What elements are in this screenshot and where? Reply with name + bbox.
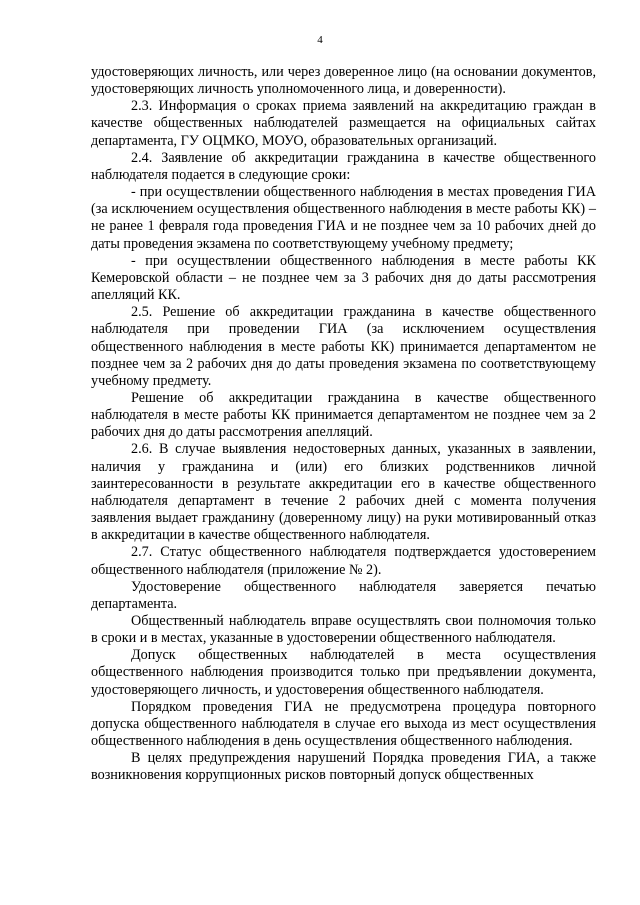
paragraph-2-3: 2.3. Информация о сроках приема заявлений на аккредитацию граждан в качестве общественных наблюдателей размещается на официальных сайтах департамента, ГУ ОЦМКО, МОУО, образовательных организаций. bbox=[91, 98, 596, 149]
paragraph-certificate-stamp: Удостоверение общественного наблюдателя заверяется печатью департамента. bbox=[91, 578, 596, 612]
list-item-kk-deadline: - при осуществлении общественного наблюдения в месте работы КК Кемеровской области – не позднее чем за 3 рабочих дня до даты рассмотрения апелляций КК. bbox=[91, 252, 596, 304]
paragraph-continuation: удостоверяющих личность, или через доверенное лицо (на основании документов, удостоверяющих личность уполномоченного лица, и доверенности). bbox=[91, 64, 596, 98]
paragraph-2-4: 2.4. Заявление об аккредитации гражданина в качестве общественного наблюдателя подается в следующие сроки: bbox=[91, 149, 596, 183]
paragraph-observer-powers: Общественный наблюдатель вправе осуществлять свои полномочия только в сроки и в местах, указанные в удостоверении общественного наблюдателя. bbox=[91, 613, 596, 647]
list-item-gia-deadline: - при осуществлении общественного наблюдения в местах проведения ГИА (за исключением осуществления общественного наблюдения в месте работы КК) – не ранее 1 февраля года проведения ГИА и не позднее чем за 10 рабочих дней до даты проведения экзамена по соответствующему учебному предмету; bbox=[91, 184, 596, 252]
paragraph-observer-admission: Допуск общественных наблюдателей в места осуществления общественного наблюдения производится только при предъявлении документа, удостоверяющего личность, и удостоверения общественного наблюдателя. bbox=[91, 647, 596, 698]
paragraph-readmission: Порядком проведения ГИА не предусмотрена процедура повторного допуска общественного наблюдателя в случае его выхода из мест осуществления общественного наблюдения в день осуществления общественного наблюдения. bbox=[91, 698, 596, 750]
paragraph-2-6: 2.6. В случае выявления недостоверных данных, указанных в заявлении, наличия у гражданина и (или) его близких родственников личной заинтересованности в результате аккредитации его в качестве общественного наблюдателя департамент в течение 2 рабочих дней с момента получения заявления выдает гражданину (доверенному лицу) на руки мотивированный отказ в аккредитации в качестве общественного наблюдателя. bbox=[91, 441, 596, 544]
document-body bbox=[91, 64, 596, 785]
page-number: 4 bbox=[317, 34, 323, 46]
paragraph-2-7: 2.7. Статус общественного наблюдателя подтверждается удостоверением общественного наблюдателя (приложение № 2). bbox=[91, 544, 596, 578]
paragraph-2-5: 2.5. Решение об аккредитации гражданина в качестве общественного наблюдателя при проведении ГИА (за исключением осуществления общественного наблюдения в месте работы КК) принимается департаментом не позднее чем за 2 рабочих дня до даты проведения экзамена по соответствующему учебному предмету. bbox=[91, 304, 596, 389]
paragraph-kk-decision: Решение об аккредитации гражданина в качестве общественного наблюдателя в месте работы КК принимается департаментом не позднее чем за 2 рабочих дня до даты рассмотрения апелляций. bbox=[91, 389, 596, 441]
paragraph-violations-prevention: В целях предупреждения нарушений Порядка проведения ГИА, а также возникновения коррупционных рисков повторный допуск общественных bbox=[91, 750, 596, 784]
